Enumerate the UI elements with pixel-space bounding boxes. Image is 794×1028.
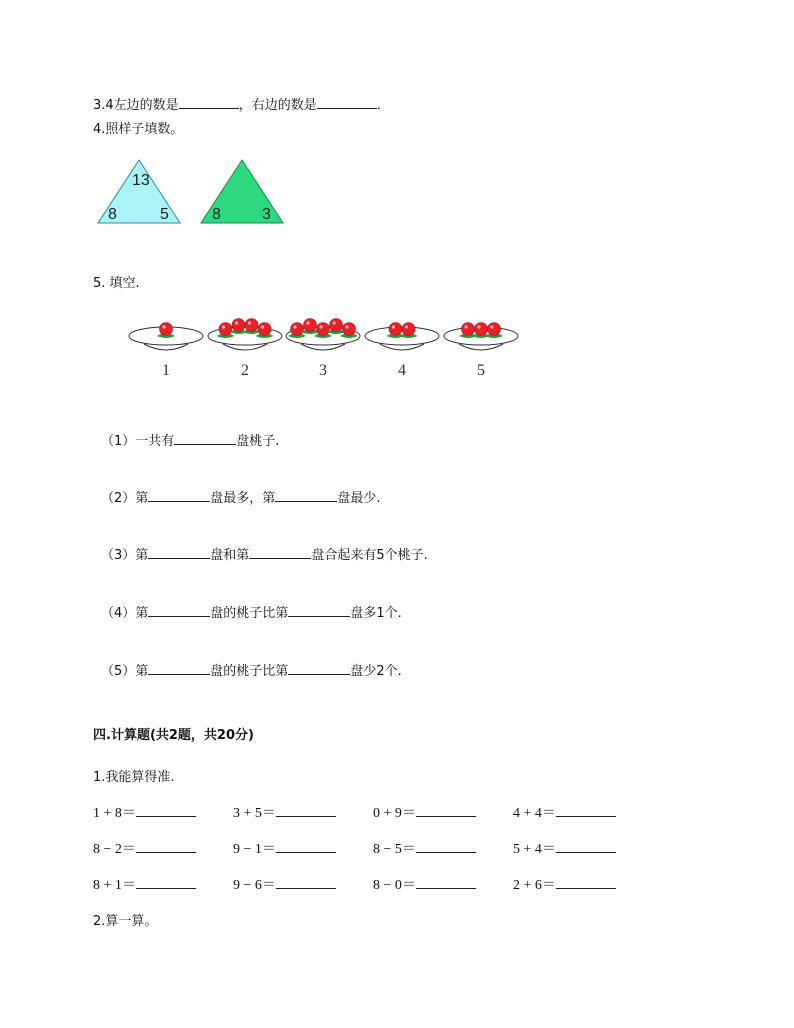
section-4-heading: 四.计算题(共2题，共20分): [93, 728, 254, 743]
calc-expression: 0 + 9＝: [373, 806, 416, 821]
answer-blank[interactable]: [174, 432, 236, 445]
peach-highlight: [293, 325, 296, 328]
answer-blank[interactable]: [136, 804, 196, 817]
peach: [330, 319, 343, 332]
peach-highlight: [405, 325, 408, 328]
peach-highlight: [162, 325, 165, 328]
calc-item: [93, 802, 196, 822]
calc-expression: 5 + 4＝: [513, 842, 556, 857]
item-text: 盘桃子.: [236, 434, 280, 449]
calc-question-2-title: 2.算一算。: [93, 914, 158, 929]
item-number: （4）: [101, 606, 136, 621]
calc-item: [373, 802, 476, 822]
calc-item: [513, 802, 616, 822]
item-text: 盘少2个.: [350, 664, 402, 679]
peach-plate: [365, 323, 439, 380]
q3-text-right: ，右边的数是: [238, 98, 317, 113]
calc-item: [93, 838, 196, 858]
peach: [245, 319, 258, 332]
answer-blank[interactable]: [276, 804, 336, 817]
peach: [232, 319, 245, 332]
plate-number: 3: [319, 362, 327, 379]
answer-blank[interactable]: [288, 604, 350, 617]
answer-blank[interactable]: [556, 804, 616, 817]
calc-expression: 3 + 5＝: [233, 806, 276, 821]
answer-blank[interactable]: [136, 876, 196, 889]
calc-item: [93, 874, 196, 894]
answer-blank[interactable]: [275, 489, 337, 502]
task-left-number: 8: [212, 206, 221, 223]
peach-highlight: [319, 325, 322, 328]
peach-highlight: [235, 321, 238, 324]
answer-blank[interactable]: [249, 546, 311, 559]
q3-text-left: 3.4左边的数是: [93, 98, 179, 113]
answer-blank[interactable]: [276, 840, 336, 853]
answer-blank[interactable]: [148, 604, 210, 617]
question-4-title: 4.照样子填数。: [93, 122, 184, 137]
peach: [402, 323, 415, 336]
answer-blank[interactable]: [148, 546, 210, 559]
item-number: （1）: [101, 434, 136, 449]
answer-blank[interactable]: [556, 876, 616, 889]
peach-highlight: [490, 325, 493, 328]
peach: [389, 323, 402, 336]
answer-blank[interactable]: [288, 662, 350, 675]
answer-blank[interactable]: [556, 840, 616, 853]
calc-expression: 2 + 6＝: [513, 878, 556, 893]
answer-blank[interactable]: [276, 876, 336, 889]
example-left-number: 8: [108, 206, 117, 223]
calc-item: [373, 874, 476, 894]
calc-expression: 8 + 1＝: [93, 878, 136, 893]
plate-number: 2: [241, 362, 249, 379]
item-text: 盘合起来有5个桃子.: [311, 548, 428, 563]
calc-expression: 8 − 2＝: [93, 842, 136, 857]
question-5-title: 5. 填空.: [93, 276, 140, 291]
item-text: 第: [135, 606, 149, 621]
peach-plate: [286, 319, 360, 380]
item-text: 一共有: [135, 434, 175, 449]
task-right-number: 3: [262, 206, 271, 223]
peach-highlight: [306, 321, 309, 324]
q5-item-4: [101, 602, 402, 621]
q5-item-2: [101, 487, 380, 506]
q5-item-1: [101, 430, 279, 449]
calc-expression: 4 + 4＝: [513, 806, 556, 821]
q5-item-5: [101, 660, 402, 679]
example-top-number: 13: [132, 172, 150, 189]
item-text: 第: [135, 664, 149, 679]
peach-highlight: [332, 321, 335, 324]
calc-item: [373, 838, 476, 858]
calc-item: [513, 838, 616, 858]
q5-item-3: [101, 544, 428, 563]
peach: [462, 323, 475, 336]
peach-highlight: [392, 325, 395, 328]
peach: [160, 323, 173, 336]
answer-blank[interactable]: [416, 840, 476, 853]
answer-blank[interactable]: [148, 662, 210, 675]
item-text: 盘多1个.: [350, 606, 402, 621]
answer-blank[interactable]: [148, 489, 210, 502]
item-text: 盘最多，第: [210, 491, 276, 506]
plate-number: 4: [398, 362, 406, 379]
answer-blank[interactable]: [416, 804, 476, 817]
calc-item: [233, 874, 336, 894]
item-text: 盘的桃子比第: [210, 606, 289, 621]
answer-blank[interactable]: [136, 840, 196, 853]
peach: [475, 323, 488, 336]
item-number: （2）: [101, 491, 136, 506]
item-number: （5）: [101, 664, 136, 679]
item-text: 盘的桃子比第: [210, 664, 289, 679]
example-right-number: 5: [160, 206, 169, 223]
calc-expression: 8 − 0＝: [373, 878, 416, 893]
peach-plates-figure: [0, 0, 794, 400]
calc-item: [233, 802, 336, 822]
item-text: 盘最少.: [337, 491, 381, 506]
item-text: 盘和第: [210, 548, 250, 563]
calc-item: [513, 874, 616, 894]
calc-expression: 8 − 5＝: [373, 842, 416, 857]
calc-item: [233, 838, 336, 858]
calc-expression: 9 − 1＝: [233, 842, 276, 857]
peach: [304, 319, 317, 332]
peach-highlight: [464, 325, 467, 328]
calc-expression: 1 + 8＝: [93, 806, 136, 821]
peach: [317, 323, 330, 336]
peach-plate: [208, 319, 282, 380]
peach: [488, 323, 501, 336]
peach-highlight: [477, 325, 480, 328]
item-number: （3）: [101, 548, 136, 563]
peach: [291, 323, 304, 336]
item-text: 第: [135, 491, 149, 506]
plate-number: 1: [162, 362, 170, 379]
peach-highlight: [248, 321, 251, 324]
item-text: 第: [135, 548, 149, 563]
peach-highlight: [345, 325, 348, 328]
peach-highlight: [261, 325, 264, 328]
plate-number: 5: [477, 362, 485, 379]
q3-text-end: .: [376, 98, 381, 113]
peach-highlight: [222, 325, 225, 328]
calc-question-1-title: 1.我能算得准.: [93, 770, 175, 785]
calc-expression: 9 − 6＝: [233, 878, 276, 893]
peach: [219, 323, 232, 336]
answer-blank[interactable]: [416, 876, 476, 889]
peach-plate: [444, 323, 518, 380]
peach: [258, 323, 271, 336]
peach-plate: [129, 323, 203, 380]
peach: [343, 323, 356, 336]
